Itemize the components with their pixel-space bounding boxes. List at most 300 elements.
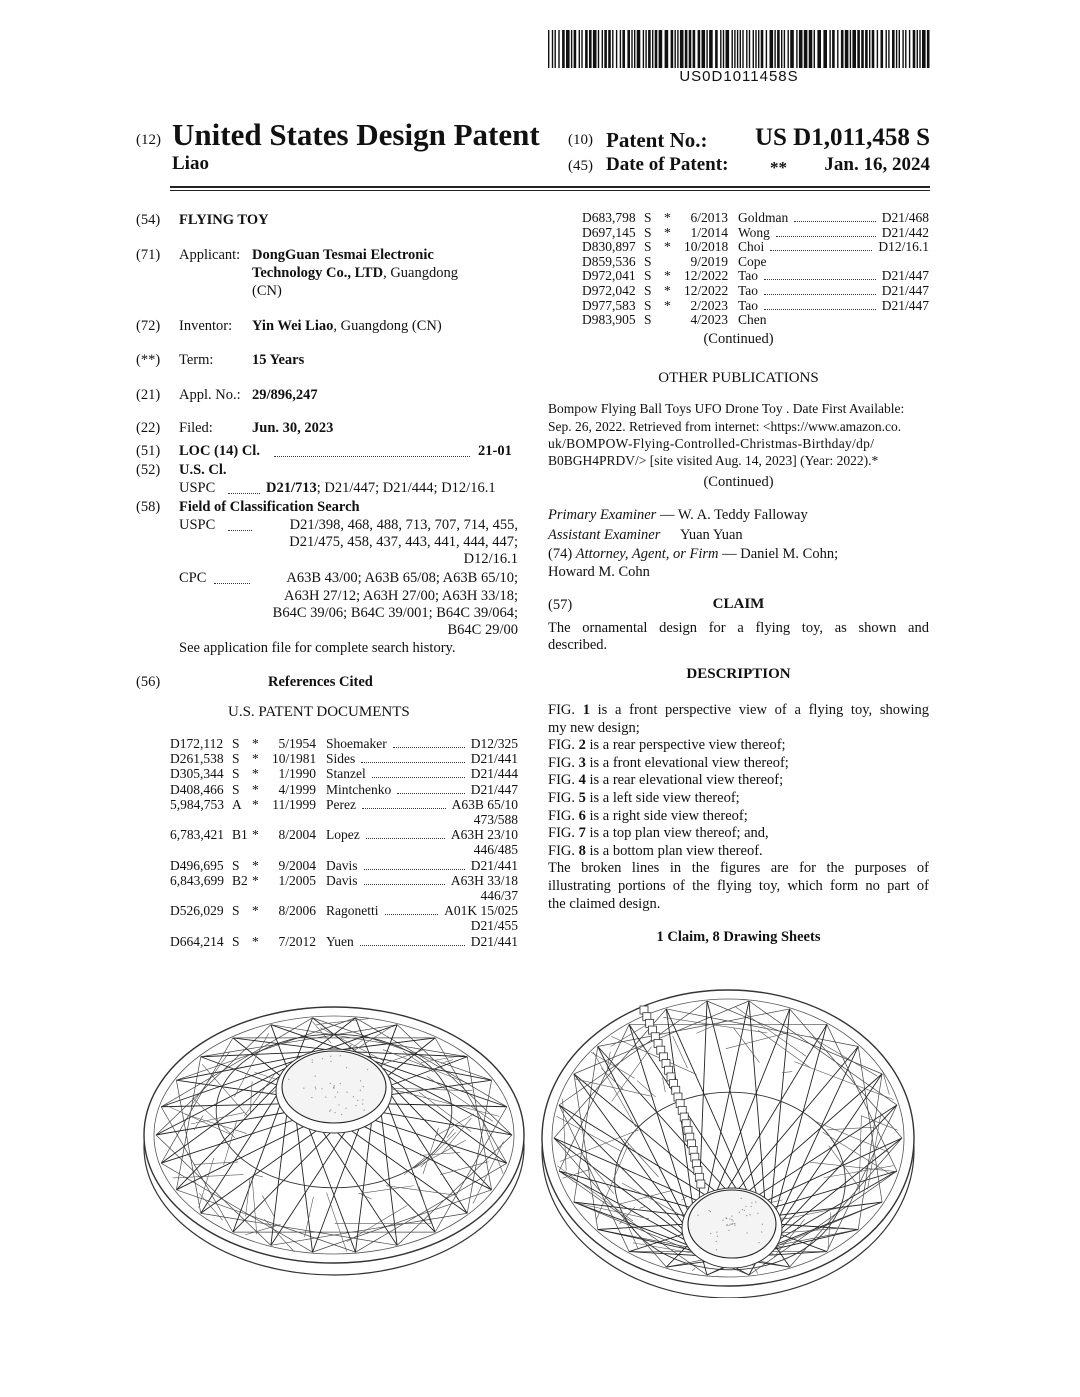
reference-number: D305,344: [170, 766, 224, 782]
reference-date: 5/1954: [278, 736, 316, 751]
reference-number: D683,798: [582, 210, 636, 225]
description-line: [548, 789, 929, 807]
us-cl-label: U.S. Cl.: [179, 462, 227, 478]
reference-name: Davis: [326, 857, 358, 873]
hub-texture: [762, 1224, 763, 1225]
reference-number: 5,984,753: [170, 796, 224, 812]
reference-star: *: [664, 210, 671, 225]
barcode-bar: [585, 30, 588, 68]
hub-texture: [367, 1069, 368, 1070]
reference-date: 1/2014: [690, 224, 728, 240]
fig-prefix: FIG.: [548, 807, 579, 824]
fig-text: is a rear perspective view thereof;: [585, 737, 786, 754]
reference-row: [170, 873, 518, 888]
reference-class: D12/16.1: [878, 239, 929, 255]
hub-texture: [315, 1088, 316, 1089]
term-label: Term:: [179, 352, 214, 368]
claim-title: CLAIM: [712, 596, 765, 612]
barcode-bar: [922, 30, 926, 68]
us-cl-uspc-label: USPC: [179, 480, 216, 496]
fig-prefix: FIG.: [548, 772, 579, 789]
reference-name: Perez: [326, 796, 356, 812]
inventor-location: , Guangdong (CN): [333, 318, 442, 334]
hub-texture: [340, 1055, 341, 1056]
barcode-bar: [665, 30, 669, 68]
reference-number: D697,145: [582, 224, 636, 240]
assistant-examiner: [548, 526, 743, 544]
field-cpc-line1: A63B 43/00; A63B 65/08; A63B 65/10;: [286, 570, 518, 586]
hub-texture: [334, 1085, 335, 1086]
reference-star: *: [664, 224, 671, 240]
us-cl-dots: [228, 479, 260, 494]
reference-name: Lopez: [326, 827, 360, 843]
reference-row: [170, 858, 518, 873]
barcode-bar: [593, 30, 597, 68]
barcode-bar: [581, 30, 582, 68]
barcode-bar: [886, 30, 887, 68]
reference-class: D21/447: [881, 297, 929, 313]
publication-line2: Sep. 26, 2022. Retrieved from internet: <https://www.amazon.co.: [548, 419, 902, 434]
reference-kind: S: [232, 933, 240, 949]
hub-texture: [716, 1241, 717, 1242]
fig-number: 1: [582, 702, 590, 718]
reference-row: [582, 268, 929, 283]
hub-texture: [742, 1209, 743, 1210]
barcode-bar: [677, 30, 678, 68]
barcode-bar: [689, 30, 692, 68]
barcode-bar: [823, 30, 827, 68]
header-rule-thin: [170, 190, 930, 191]
reference-name: Wong: [738, 224, 770, 240]
hub-texture: [346, 1067, 347, 1068]
leader-dots: [393, 736, 465, 748]
code-58: (58): [136, 499, 161, 515]
claim-line1: The ornamental design for a flying toy, as shown and: [548, 620, 929, 636]
reference-name: Tao: [738, 268, 759, 284]
reference-row: [170, 751, 518, 766]
barcode-bar: [777, 30, 780, 68]
claims-sheets-count: 1 Claim, 8 Drawing Sheets: [656, 929, 821, 945]
fig-number: 8: [578, 842, 586, 859]
reference-number: 6,843,699: [170, 872, 224, 888]
hub-texture: [746, 1215, 747, 1216]
hub-texture: [734, 1223, 735, 1224]
barcode-bar: [702, 30, 706, 68]
inventor-label: Inventor:: [179, 318, 233, 334]
reference-date: 2/2023: [690, 297, 728, 313]
hub-texture: [363, 1086, 364, 1087]
barcode-bar: [671, 30, 674, 68]
fig-text: The broken lines in the figures are for the purposes of: [548, 860, 929, 877]
barcode-bar: [746, 30, 747, 68]
reference-class-2: D21/455: [470, 918, 518, 934]
hub-texture: [303, 1088, 304, 1089]
leader-dots: [764, 283, 876, 295]
barcode-bar: [723, 30, 724, 68]
hub-texture: [334, 1112, 335, 1113]
barcode-bar: [648, 30, 651, 68]
term-value: 15 Years: [252, 352, 305, 368]
publication-line1: Bompow Flying Ball Toys UFO Drone Toy . Date First Available:: [548, 401, 905, 416]
hub-texture: [730, 1224, 731, 1225]
reference-date: 8/2004: [278, 827, 316, 843]
applicant-label: Applicant:: [179, 247, 241, 263]
fig-text: the claimed design.: [548, 895, 661, 912]
fig-number: 3: [578, 754, 586, 771]
barcode-bar: [809, 30, 813, 68]
reference-number: D408,466: [170, 781, 224, 797]
barcode-bar: [589, 30, 592, 68]
code-56: (56): [136, 674, 161, 690]
reference-row: [170, 766, 518, 781]
reference-name: Sides: [326, 751, 356, 767]
description-line: [548, 842, 929, 860]
description-line: [548, 859, 929, 877]
reference-name: Tao: [738, 297, 759, 313]
barcode-bar: [841, 30, 844, 68]
hub-texture: [360, 1080, 361, 1081]
hub-texture: [330, 1083, 331, 1084]
reference-kind: S: [232, 857, 240, 873]
attorney-name-2: Howard M. Cohn: [548, 564, 650, 580]
hub-texture: [362, 1099, 363, 1100]
document-title: United States Design Patent: [172, 117, 540, 152]
continued-1: (Continued): [703, 331, 774, 347]
code-71: (71): [136, 247, 161, 263]
barcode-bar: [574, 30, 577, 68]
leader-dots: [364, 858, 465, 870]
field-cpc-line2: A63H 27/12; A63H 27/00; A63H 33/18;: [283, 588, 518, 604]
applicant-company: Technology Co., LTD: [252, 265, 384, 281]
hub-texture: [315, 1087, 316, 1088]
reference-star: *: [664, 283, 671, 298]
reference-kind: S: [232, 781, 240, 797]
reference-number: D172,112: [170, 736, 224, 751]
barcode-bar: [857, 30, 860, 68]
reference-kind: B1: [232, 827, 248, 843]
fig-text: is a rear elevational view thereof;: [585, 772, 784, 789]
hub-texture: [726, 1225, 727, 1226]
reference-date: 1/1990: [278, 766, 316, 782]
hub-texture: [716, 1231, 717, 1232]
reference-number: D977,583: [582, 297, 636, 313]
reference-kind: S: [232, 766, 240, 782]
field-cpc-label: CPC: [179, 570, 207, 586]
hub-texture: [729, 1225, 730, 1226]
hub-texture: [315, 1076, 316, 1077]
barcode-bar: [680, 30, 684, 68]
barcode-bar: [740, 30, 741, 68]
fig-prefix: FIG.: [548, 825, 579, 842]
code-term: (**): [136, 352, 161, 368]
hub-texture: [364, 1109, 365, 1110]
fig-text: is a bottom plan view thereof.: [585, 842, 763, 859]
loc-dots: [274, 442, 470, 457]
leader-dots: [776, 225, 876, 237]
reference-row: [170, 797, 518, 812]
reference-kind: S: [644, 210, 652, 225]
reference-date: 11/1999: [272, 796, 316, 812]
hub-texture: [716, 1249, 717, 1250]
barcode-number: US0D1011458S: [679, 68, 799, 85]
description-line: [548, 824, 929, 842]
barcode-bar: [645, 30, 646, 68]
hub-texture: [746, 1232, 747, 1233]
reference-class: A63H 23/10: [450, 827, 518, 843]
reference-row: [582, 283, 929, 298]
barcode-bar: [698, 30, 701, 68]
barcode-bar: [788, 30, 789, 68]
hub-texture: [717, 1236, 718, 1237]
code-22: (22): [136, 420, 161, 436]
barcode-bar: [608, 30, 611, 68]
fig-prefix: FIG.: [548, 737, 579, 754]
front-perspective-figure: [138, 995, 530, 1285]
barcode-bar: [732, 30, 733, 68]
claim-line2: described.: [548, 637, 608, 653]
barcode-bar: [734, 30, 735, 68]
barcode-bar: [552, 30, 553, 68]
barcode-bar: [548, 30, 549, 68]
reference-kind: S: [644, 268, 652, 284]
reference-class-2: 473/588: [473, 812, 518, 827]
leader-dots: [361, 751, 464, 763]
field-cpc-dots: [214, 569, 250, 584]
hub-texture: [355, 1105, 356, 1106]
barcode-bar: [865, 30, 868, 68]
fig-text: is a top plan view thereof; and,: [585, 825, 769, 842]
hub-texture: [761, 1231, 762, 1232]
barcode-bar: [804, 30, 808, 68]
reference-class: D21/442: [881, 224, 929, 240]
reference-kind: S: [644, 224, 652, 240]
hub-texture: [751, 1206, 752, 1207]
barcode-bar: [726, 30, 730, 68]
barcode: [548, 30, 930, 68]
title-of-design: FLYING TOY: [179, 212, 269, 228]
fig-text: is a front elevational view thereof;: [585, 754, 789, 771]
reference-date: 12/2022: [684, 268, 729, 284]
applicant-line1: DongGuan Tesmai Electronic: [252, 247, 434, 263]
date-of-patent-label: Date of Patent:: [606, 154, 729, 175]
reference-date: 8/2006: [278, 903, 316, 919]
reference-number: D859,536: [582, 253, 636, 269]
fig-text: is a right side view thereof;: [585, 807, 748, 824]
reference-name: Goldman: [738, 210, 789, 225]
fig-text: my new design;: [548, 719, 640, 736]
patent-number-label: Patent No.:: [606, 128, 708, 152]
reference-kind: A: [232, 796, 242, 812]
reference-name: Chen: [738, 312, 767, 328]
leader-dots: [385, 903, 439, 915]
barcode-bar: [902, 30, 903, 68]
hub-texture: [731, 1219, 732, 1220]
reference-kind: B2: [232, 872, 248, 888]
reference-kind: S: [644, 253, 652, 269]
description-line: [548, 807, 929, 825]
reference-name: Mintchenko: [326, 781, 392, 797]
field-cpc-line4: B64C 29/00: [447, 622, 518, 638]
barcode-bar: [799, 30, 803, 68]
reference-class: A63B 65/10: [451, 796, 518, 812]
reference-number: D261,538: [170, 751, 224, 767]
barcode-bar: [796, 30, 797, 68]
barcode-bar: [753, 30, 754, 68]
fig-text: illustrating portions of the flying toy, which form no part of: [548, 878, 929, 894]
leader-dots: [794, 210, 876, 222]
reference-name: Ragonetti: [326, 903, 379, 919]
barcode-bar: [562, 30, 565, 68]
hub-texture: [330, 1056, 331, 1057]
reference-number: D496,695: [170, 857, 224, 873]
primary-examiner-name: — W. A. Teddy Falloway: [656, 507, 808, 523]
reference-class: D21/441: [470, 857, 518, 873]
hub-texture: [340, 1083, 341, 1084]
reference-row-continuation: [170, 842, 518, 857]
hub-texture: [741, 1198, 742, 1199]
hub-texture: [341, 1114, 342, 1115]
reference-class: A63H 33/18: [450, 872, 518, 888]
fig-prefix: FIG.: [548, 754, 579, 771]
primary-examiner-label: Primary Examiner: [548, 507, 657, 523]
reference-class-2: 446/485: [473, 842, 518, 858]
reference-date: 10/2018: [684, 239, 729, 255]
barcode-bar: [861, 30, 864, 68]
assistant-examiner-label: Assistant Examiner: [548, 527, 661, 543]
barcode-bar: [571, 30, 572, 68]
field-uspc-line1: D21/398, 468, 488, 713, 707, 714, 455,: [289, 517, 518, 533]
loc-label: LOC (14) Cl.: [179, 443, 260, 459]
hub-texture: [330, 1109, 331, 1110]
rim: [144, 1007, 524, 1263]
hub-texture: [353, 1096, 354, 1097]
reference-name: Choi: [738, 239, 765, 255]
assistant-examiner-name: Yuan Yuan: [680, 527, 743, 543]
hub-texture: [749, 1214, 750, 1215]
reference-date: 4/1999: [278, 781, 316, 797]
code-57: (57): [548, 597, 573, 613]
hub-texture: [731, 1224, 732, 1225]
barcode-bar: [909, 30, 910, 68]
reference-class: D21/447: [470, 781, 518, 797]
reference-star: *: [252, 796, 259, 812]
description-line: [548, 701, 929, 719]
inventor-name: Yin Wei Liao: [252, 318, 334, 334]
barcode-bar: [749, 30, 750, 68]
hub-texture: [333, 1087, 334, 1088]
reference-number: D972,041: [582, 268, 636, 284]
reference-class: D21/447: [881, 268, 929, 284]
barcode-bar: [566, 30, 570, 68]
hub-texture: [346, 1092, 347, 1093]
hub-texture: [357, 1100, 358, 1101]
fig-prefix: FIG.: [548, 790, 579, 806]
hub-texture: [731, 1216, 732, 1217]
barcode-bar: [720, 30, 721, 68]
code-52: (52): [136, 462, 161, 478]
barcode-bar: [659, 30, 663, 68]
fig-prefix: FIG.: [548, 842, 579, 859]
leader-dots: [764, 298, 876, 310]
reference-kind: S: [232, 903, 240, 919]
reference-star: *: [252, 933, 259, 949]
barcode-bar: [817, 30, 821, 68]
hub-texture: [322, 1058, 323, 1059]
barcode-bar: [652, 30, 653, 68]
barcode-bar: [892, 30, 895, 68]
barcode-bar: [598, 30, 599, 68]
kind-code-10: (10): [568, 132, 593, 148]
field-uspc-label: USPC: [179, 517, 216, 533]
description-line: [548, 736, 929, 754]
barcode-bar: [814, 30, 815, 68]
reference-star: *: [252, 827, 259, 843]
barcode-bar: [790, 30, 794, 68]
barcode-bar: [706, 30, 707, 68]
other-publications-title: OTHER PUBLICATIONS: [658, 370, 819, 386]
attorney-name: — Daniel M. Cohn;: [718, 546, 839, 562]
loc-value: 21-01: [478, 443, 512, 459]
reference-row: [170, 827, 518, 842]
reference-name: Tao: [738, 283, 759, 298]
barcode-bar: [709, 30, 713, 68]
barcode-bar: [845, 30, 849, 68]
hub-texture: [312, 1062, 313, 1063]
hub-texture: [729, 1218, 730, 1219]
leader-dots: [360, 934, 465, 946]
barcode-bar: [784, 30, 785, 68]
reference-name: Davis: [326, 872, 358, 888]
barcode-bar: [869, 30, 870, 68]
hub-texture: [697, 1215, 698, 1216]
reference-row-continuation: [170, 888, 518, 903]
barcode-bar: [602, 30, 603, 68]
hub-texture: [745, 1206, 746, 1207]
reference-star: *: [664, 239, 671, 255]
field-cpc-line3: B64C 39/06; B64C 39/001; B64C 39/064;: [272, 605, 518, 621]
barcode-bar: [917, 30, 918, 68]
us-cl-values: [266, 479, 496, 497]
reference-row-continuation: [170, 812, 518, 827]
barcode-bar: [631, 30, 632, 68]
field-uspc-dots: [228, 516, 252, 531]
reference-star: *: [664, 297, 671, 313]
code-72: (72): [136, 318, 161, 334]
reference-class: A01K 15/025: [444, 903, 518, 919]
hub-texture: [337, 1092, 338, 1093]
barcode-bar: [919, 30, 920, 68]
barcode-bar: [579, 30, 580, 68]
hub-texture: [726, 1218, 727, 1219]
reference-star: *: [252, 766, 259, 782]
barcode-bar: [604, 30, 607, 68]
barcode-bar: [774, 30, 775, 68]
publication-line4: B0BGH4PRDV/> [site visited Aug. 14, 2023] (Year: 2022).*: [548, 453, 879, 468]
description-line: [548, 895, 929, 913]
barcode-bar: [781, 30, 782, 68]
hub-texture: [755, 1201, 756, 1202]
kind-code-12: (12): [136, 132, 161, 148]
hub-texture: [325, 1096, 326, 1097]
reference-name: Stanzel: [326, 766, 366, 782]
patent-number: US D1,011,458 S: [754, 124, 930, 151]
applicant-line2: [252, 264, 458, 282]
publication-line3: uk/BOMPOW-Flying-Controlled-Christmas-Birthday/dp/: [548, 436, 875, 451]
attorney-code: (74): [548, 546, 573, 562]
barcode-bar: [715, 30, 718, 68]
reference-row-continuation: [170, 918, 518, 933]
reference-date: 7/2012: [278, 933, 316, 949]
